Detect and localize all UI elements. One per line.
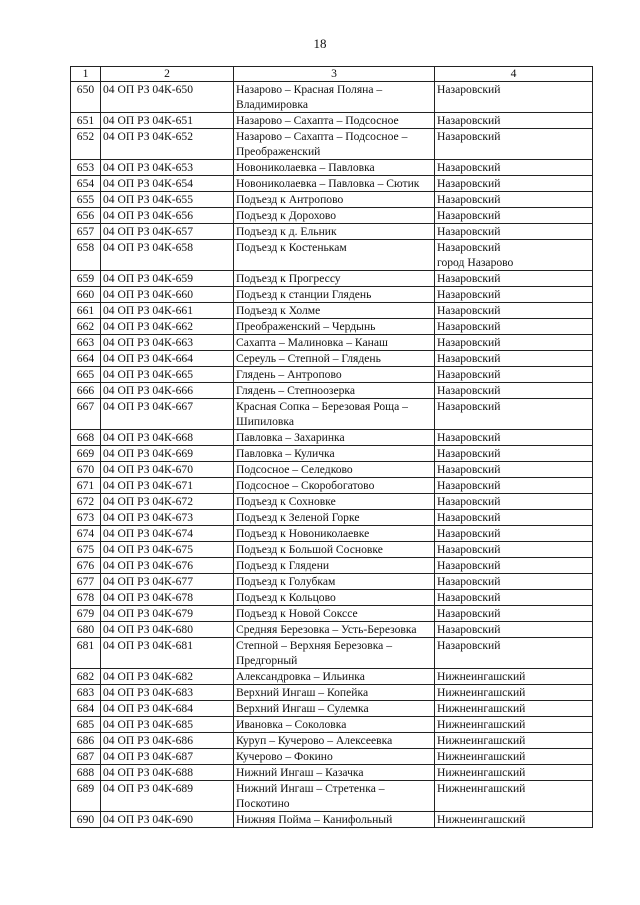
row-district: Назаровский xyxy=(435,82,593,113)
row-number: 666 xyxy=(71,383,101,399)
row-code: 04 ОП РЗ 04К-680 xyxy=(101,622,234,638)
table-row xyxy=(71,113,593,129)
row-code: 04 ОП РЗ 04К-650 xyxy=(101,82,234,113)
row-code: 04 ОП РЗ 04К-662 xyxy=(101,319,234,335)
row-number: 673 xyxy=(71,510,101,526)
row-district: Нижнеингашский xyxy=(435,749,593,765)
row-district: Назаровский xyxy=(435,383,593,399)
row-number: 687 xyxy=(71,749,101,765)
row-road-name: Подъезд к Новой Сокссе xyxy=(234,606,435,622)
row-district: Нижнеингашский xyxy=(435,733,593,749)
table-row xyxy=(71,129,593,160)
row-district: Нижнеингашский xyxy=(435,685,593,701)
row-code: 04 ОП РЗ 04К-665 xyxy=(101,367,234,383)
row-district-primary: Назаровский xyxy=(437,241,501,254)
column-header-code: 2 xyxy=(101,67,234,82)
page-number: 18 xyxy=(313,36,327,51)
road-registry-table xyxy=(70,66,593,828)
table-row xyxy=(71,351,593,367)
row-road-name: Подъезд к Сохновке xyxy=(234,494,435,510)
row-code: 04 ОП РЗ 04К-655 xyxy=(101,192,234,208)
row-district: Нижнеингашский xyxy=(435,669,593,685)
row-road-name: Красная Сопка – Березовая Роща – Шипиловка xyxy=(234,399,435,430)
row-road-name: Павловка – Захаринка xyxy=(234,430,435,446)
row-number: 650 xyxy=(71,82,101,113)
table-row xyxy=(71,82,593,113)
row-number: 659 xyxy=(71,271,101,287)
table-body xyxy=(71,82,593,828)
row-code: 04 ОП РЗ 04К-669 xyxy=(101,446,234,462)
row-road-name: Ивановка – Соколовка xyxy=(234,717,435,733)
row-road-name: Назарово – Красная Поляна – Владимировка xyxy=(234,82,435,113)
row-number: 660 xyxy=(71,287,101,303)
row-code: 04 ОП РЗ 04К-673 xyxy=(101,510,234,526)
row-district: Назаровский xyxy=(435,287,593,303)
row-number: 652 xyxy=(71,129,101,160)
row-road-name: Подъезд к д. Ельник xyxy=(234,224,435,240)
table-row xyxy=(71,685,593,701)
table-header-row xyxy=(71,67,593,82)
row-code: 04 ОП РЗ 04К-666 xyxy=(101,383,234,399)
row-number: 654 xyxy=(71,176,101,192)
row-number: 680 xyxy=(71,622,101,638)
row-road-name: Верхний Ингаш – Копейка xyxy=(234,685,435,701)
table-row xyxy=(71,494,593,510)
row-district: Назаровский xyxy=(435,526,593,542)
row-number: 676 xyxy=(71,558,101,574)
row-code: 04 ОП РЗ 04К-686 xyxy=(101,733,234,749)
table-row xyxy=(71,240,593,271)
row-code: 04 ОП РЗ 04К-658 xyxy=(101,240,234,271)
row-road-name: Верхний Ингаш – Сулемка xyxy=(234,701,435,717)
row-district: Назаровский xyxy=(435,399,593,430)
row-code: 04 ОП РЗ 04К-681 xyxy=(101,638,234,669)
row-number: 690 xyxy=(71,812,101,828)
row-number: 685 xyxy=(71,717,101,733)
table-row xyxy=(71,208,593,224)
row-district-secondary: город Назарово xyxy=(437,256,514,269)
row-number: 669 xyxy=(71,446,101,462)
row-road-name: Нижний Ингаш – Казачка xyxy=(234,765,435,781)
row-district: Нижнеингашский xyxy=(435,701,593,717)
table-row xyxy=(71,446,593,462)
row-number: 667 xyxy=(71,399,101,430)
row-code: 04 ОП РЗ 04К-689 xyxy=(101,781,234,812)
row-road-name: Нижний Ингаш – Стретенка – Поскотино xyxy=(234,781,435,812)
row-district: Назаровский xyxy=(435,558,593,574)
row-road-name: Подъезд к Глядени xyxy=(234,558,435,574)
table-row xyxy=(71,542,593,558)
row-district: Назаровский xyxy=(435,271,593,287)
row-number: 671 xyxy=(71,478,101,494)
row-district: Назаровский xyxy=(435,319,593,335)
table-row xyxy=(71,176,593,192)
row-district: Нижнеингашский xyxy=(435,717,593,733)
row-district: Назаровский xyxy=(435,351,593,367)
row-district: Назаровский xyxy=(435,622,593,638)
row-road-name: Новониколаевка – Павловка xyxy=(234,160,435,176)
row-road-name: Подъезд к Новониколаевке xyxy=(234,526,435,542)
row-district: Нижнеингашский xyxy=(435,781,593,812)
row-number: 677 xyxy=(71,574,101,590)
table-row xyxy=(71,812,593,828)
row-road-name: Подъезд к Антропово xyxy=(234,192,435,208)
row-number: 663 xyxy=(71,335,101,351)
table-row xyxy=(71,510,593,526)
row-road-name: Глядень – Антропово xyxy=(234,367,435,383)
row-road-name: Подъезд к Голубкам xyxy=(234,574,435,590)
row-road-name: Назарово – Сахапта – Подсосное – Преображенский xyxy=(234,129,435,160)
table-row xyxy=(71,399,593,430)
row-road-name: Подъезд к Большой Сосновке xyxy=(234,542,435,558)
row-number: 674 xyxy=(71,526,101,542)
table-row xyxy=(71,160,593,176)
row-road-name: Подъезд к Зеленой Горке xyxy=(234,510,435,526)
row-code: 04 ОП РЗ 04К-688 xyxy=(101,765,234,781)
row-code: 04 ОП РЗ 04К-678 xyxy=(101,590,234,606)
row-code: 04 ОП РЗ 04К-690 xyxy=(101,812,234,828)
row-district: Назаровский xyxy=(435,478,593,494)
row-district: Назаровский xyxy=(435,335,593,351)
row-code: 04 ОП РЗ 04К-656 xyxy=(101,208,234,224)
table-row xyxy=(71,749,593,765)
row-number: 688 xyxy=(71,765,101,781)
row-district: Назаровский xyxy=(435,510,593,526)
table-row xyxy=(71,558,593,574)
row-road-name: Сереуль – Степной – Глядень xyxy=(234,351,435,367)
row-road-name: Средняя Березовка – Усть-Березовка xyxy=(234,622,435,638)
row-number: 664 xyxy=(71,351,101,367)
row-road-name: Куруп – Кучерово – Алексеевка xyxy=(234,733,435,749)
row-district: Назаровский xyxy=(435,574,593,590)
table-row xyxy=(71,590,593,606)
row-code: 04 ОП РЗ 04К-682 xyxy=(101,669,234,685)
row-district: Назаровский xyxy=(435,542,593,558)
row-number: 682 xyxy=(71,669,101,685)
row-code: 04 ОП РЗ 04К-664 xyxy=(101,351,234,367)
row-number: 653 xyxy=(71,160,101,176)
row-number: 665 xyxy=(71,367,101,383)
row-district: Нижнеингашский xyxy=(435,812,593,828)
table-row xyxy=(71,319,593,335)
row-number: 670 xyxy=(71,462,101,478)
table-row xyxy=(71,478,593,494)
row-number: 689 xyxy=(71,781,101,812)
table-row xyxy=(71,574,593,590)
row-code: 04 ОП РЗ 04К-676 xyxy=(101,558,234,574)
row-code: 04 ОП РЗ 04К-661 xyxy=(101,303,234,319)
table-row xyxy=(71,701,593,717)
row-district: Назаровский xyxy=(435,446,593,462)
row-district: Назаровский xyxy=(435,430,593,446)
table-row xyxy=(71,383,593,399)
row-code: 04 ОП РЗ 04К-675 xyxy=(101,542,234,558)
table-row xyxy=(71,224,593,240)
row-code: 04 ОП РЗ 04К-671 xyxy=(101,478,234,494)
row-number: 662 xyxy=(71,319,101,335)
row-number: 661 xyxy=(71,303,101,319)
table-row xyxy=(71,606,593,622)
row-district xyxy=(435,240,593,271)
row-code: 04 ОП РЗ 04К-684 xyxy=(101,701,234,717)
row-district: Назаровский xyxy=(435,367,593,383)
row-code: 04 ОП РЗ 04К-672 xyxy=(101,494,234,510)
row-number: 684 xyxy=(71,701,101,717)
row-code: 04 ОП РЗ 04К-687 xyxy=(101,749,234,765)
row-code: 04 ОП РЗ 04К-659 xyxy=(101,271,234,287)
table-row xyxy=(71,462,593,478)
row-district: Назаровский xyxy=(435,176,593,192)
row-code: 04 ОП РЗ 04К-670 xyxy=(101,462,234,478)
row-road-name: Сахапта – Малиновка – Канаш xyxy=(234,335,435,351)
column-header-district: 4 xyxy=(435,67,593,82)
row-code: 04 ОП РЗ 04К-653 xyxy=(101,160,234,176)
row-district: Назаровский xyxy=(435,113,593,129)
table-row xyxy=(71,192,593,208)
table-row xyxy=(71,733,593,749)
row-code: 04 ОП РЗ 04К-663 xyxy=(101,335,234,351)
row-code: 04 ОП РЗ 04К-654 xyxy=(101,176,234,192)
row-road-name: Подъезд к станции Глядень xyxy=(234,287,435,303)
table-row xyxy=(71,430,593,446)
row-road-name: Павловка – Куличка xyxy=(234,446,435,462)
table-row xyxy=(71,781,593,812)
row-code: 04 ОП РЗ 04К-677 xyxy=(101,574,234,590)
row-number: 655 xyxy=(71,192,101,208)
row-number: 675 xyxy=(71,542,101,558)
table-row xyxy=(71,335,593,351)
row-road-name: Подъезд к Дорохово xyxy=(234,208,435,224)
row-number: 681 xyxy=(71,638,101,669)
table-row xyxy=(71,303,593,319)
row-district: Нижнеингашский xyxy=(435,765,593,781)
row-number: 656 xyxy=(71,208,101,224)
row-district: Назаровский xyxy=(435,494,593,510)
row-number: 672 xyxy=(71,494,101,510)
row-number: 678 xyxy=(71,590,101,606)
row-code: 04 ОП РЗ 04К-652 xyxy=(101,129,234,160)
row-road-name: Александровка – Ильинка xyxy=(234,669,435,685)
row-road-name: Подъезд к Костенькам xyxy=(234,240,435,271)
row-road-name: Подъезд к Прогрессу xyxy=(234,271,435,287)
row-code: 04 ОП РЗ 04К-657 xyxy=(101,224,234,240)
row-district: Назаровский xyxy=(435,303,593,319)
row-road-name: Подсосное – Скоробогатово xyxy=(234,478,435,494)
row-road-name: Нижняя Пойма – Канифольный xyxy=(234,812,435,828)
row-code: 04 ОП РЗ 04К-679 xyxy=(101,606,234,622)
table-row xyxy=(71,287,593,303)
row-number: 668 xyxy=(71,430,101,446)
row-number: 657 xyxy=(71,224,101,240)
row-road-name: Кучерово – Фокино xyxy=(234,749,435,765)
row-district: Назаровский xyxy=(435,192,593,208)
row-district: Назаровский xyxy=(435,638,593,669)
column-header-road-name: 3 xyxy=(234,67,435,82)
row-code: 04 ОП РЗ 04К-668 xyxy=(101,430,234,446)
table-row xyxy=(71,526,593,542)
row-road-name: Подъезд к Кольцово xyxy=(234,590,435,606)
row-road-name: Глядень – Степноозерка xyxy=(234,383,435,399)
table-row xyxy=(71,367,593,383)
table-row xyxy=(71,622,593,638)
row-road-name: Степной – Верхняя Березовка – Предгорный xyxy=(234,638,435,669)
column-header-number: 1 xyxy=(71,67,101,82)
row-code: 04 ОП РЗ 04К-651 xyxy=(101,113,234,129)
row-road-name: Преображенский – Чердынь xyxy=(234,319,435,335)
table-row xyxy=(71,638,593,669)
row-number: 658 xyxy=(71,240,101,271)
table-row xyxy=(71,717,593,733)
row-road-name: Новониколаевка – Павловка – Сютик xyxy=(234,176,435,192)
row-district: Назаровский xyxy=(435,208,593,224)
table-row xyxy=(71,271,593,287)
row-code: 04 ОП РЗ 04К-685 xyxy=(101,717,234,733)
row-district: Назаровский xyxy=(435,160,593,176)
table-row xyxy=(71,669,593,685)
table-row xyxy=(71,765,593,781)
row-district: Назаровский xyxy=(435,129,593,160)
row-number: 683 xyxy=(71,685,101,701)
row-road-name: Подъезд к Холме xyxy=(234,303,435,319)
row-number: 686 xyxy=(71,733,101,749)
row-code: 04 ОП РЗ 04К-667 xyxy=(101,399,234,430)
row-district: Назаровский xyxy=(435,590,593,606)
row-code: 04 ОП РЗ 04К-683 xyxy=(101,685,234,701)
row-code: 04 ОП РЗ 04К-660 xyxy=(101,287,234,303)
row-district: Назаровский xyxy=(435,606,593,622)
row-district: Назаровский xyxy=(435,224,593,240)
row-number: 651 xyxy=(71,113,101,129)
row-road-name: Назарово – Сахапта – Подсосное xyxy=(234,113,435,129)
row-district: Назаровский xyxy=(435,462,593,478)
row-code: 04 ОП РЗ 04К-674 xyxy=(101,526,234,542)
row-road-name: Подсосное – Селедково xyxy=(234,462,435,478)
row-number: 679 xyxy=(71,606,101,622)
